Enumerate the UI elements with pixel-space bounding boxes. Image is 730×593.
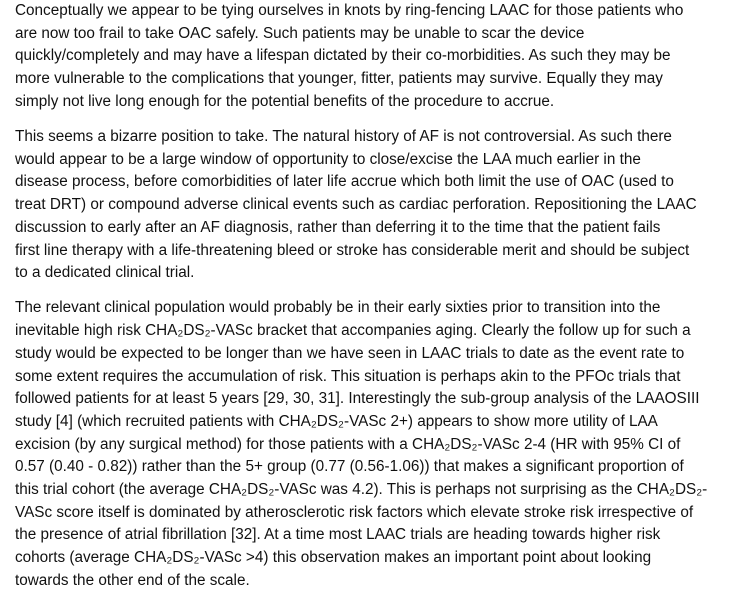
text-line: excision (by any surgical method) for those patients with a CHA₂DS₂-VASc 2-4 (HR with 95% CI of — [15, 435, 681, 453]
text-line: some extent requires the accumulation of risk. This situation is perhaps akin to the PFOc trials that — [15, 367, 681, 385]
text-line: This seems a bizarre position to take. The natural history of AF is not controversial. As such there — [15, 128, 672, 146]
text-line: study [4] (which recruited patients with CHA₂DS₂-VASc 2+) appears to show more utility of LAA — [15, 412, 658, 430]
text-line: towards the other end of the scale. — [15, 571, 250, 589]
text-line: more vulnerable to the complications that younger, fitter, patients may survive. Equally they may — [15, 70, 663, 88]
text-line: to a dedicated clinical trial. — [15, 264, 195, 282]
paragraph-1 — [15, 0, 722, 114]
text-line: Conceptually we appear to be tying ourselves in knots by ring-fencing LAAC for those patients who — [15, 2, 684, 19]
text-line: the presence of atrial fibrillation [32]. At a time most LAAC trials are heading towards higher risk — [15, 526, 661, 544]
paragraph-2 — [15, 126, 722, 285]
text-line: discussion to early after an AF diagnosis, rather than deferring it to the time that the patient fails — [15, 218, 661, 236]
text-line: simply not live long enough for the potential benefits of the procedure to accrue. — [15, 92, 555, 110]
text-line: would appear to be a large window of opportunity to close/excise the LAA much earlier in the — [15, 150, 641, 168]
text-line: this trial cohort (the average CHA₂DS₂-VASc was 4.2). This is perhaps not surprising as the CHA₂DS₂- — [15, 481, 708, 499]
text-line: study would be expected to be longer than we have seen in LAAC trials to date as the event rate to — [15, 344, 685, 362]
paragraph-3 — [15, 297, 722, 592]
text-line: cohorts (average CHA₂DS₂-VASc >4) this observation makes an important point about looking — [15, 549, 652, 567]
text-line: disease process, before comorbidities of later life accrue which both limit the use of OAC (used to — [15, 173, 674, 191]
text-line: 0.57 (0.40 - 0.82)) rather than the 5+ group (0.77 (0.56-1.06)) that makes a significant proportion of — [15, 458, 684, 476]
text-line: are now too frail to take OAC safely. Such patients may be unable to scar the device — [15, 24, 585, 42]
text-line: VASc score itself is dominated by atherosclerotic risk factors which elevate stroke risk irrespective of — [15, 503, 694, 521]
text-line: The relevant clinical population would probably be in their early sixties prior to transition into the — [15, 299, 661, 317]
text-line: inevitable high risk CHA₂DS₂-VASc bracket that accompanies aging. Clearly the follow up for such a — [15, 322, 691, 340]
text-line: followed patients for at least 5 years [29, 30, 31]. Interestingly the sub-group analysis of the LAAOSIII — [15, 390, 700, 408]
text-line: treat DRT) or compound adverse clinical events such as cardiac perforation. Repositioning the LAAC — [15, 196, 697, 214]
text-line: quickly/completely and may have a lifespan dictated by their co-morbidities. As such they may be — [15, 47, 671, 65]
text-line: first line therapy with a life-threatening bleed or stroke has considerable merit and should be subject — [15, 241, 690, 259]
